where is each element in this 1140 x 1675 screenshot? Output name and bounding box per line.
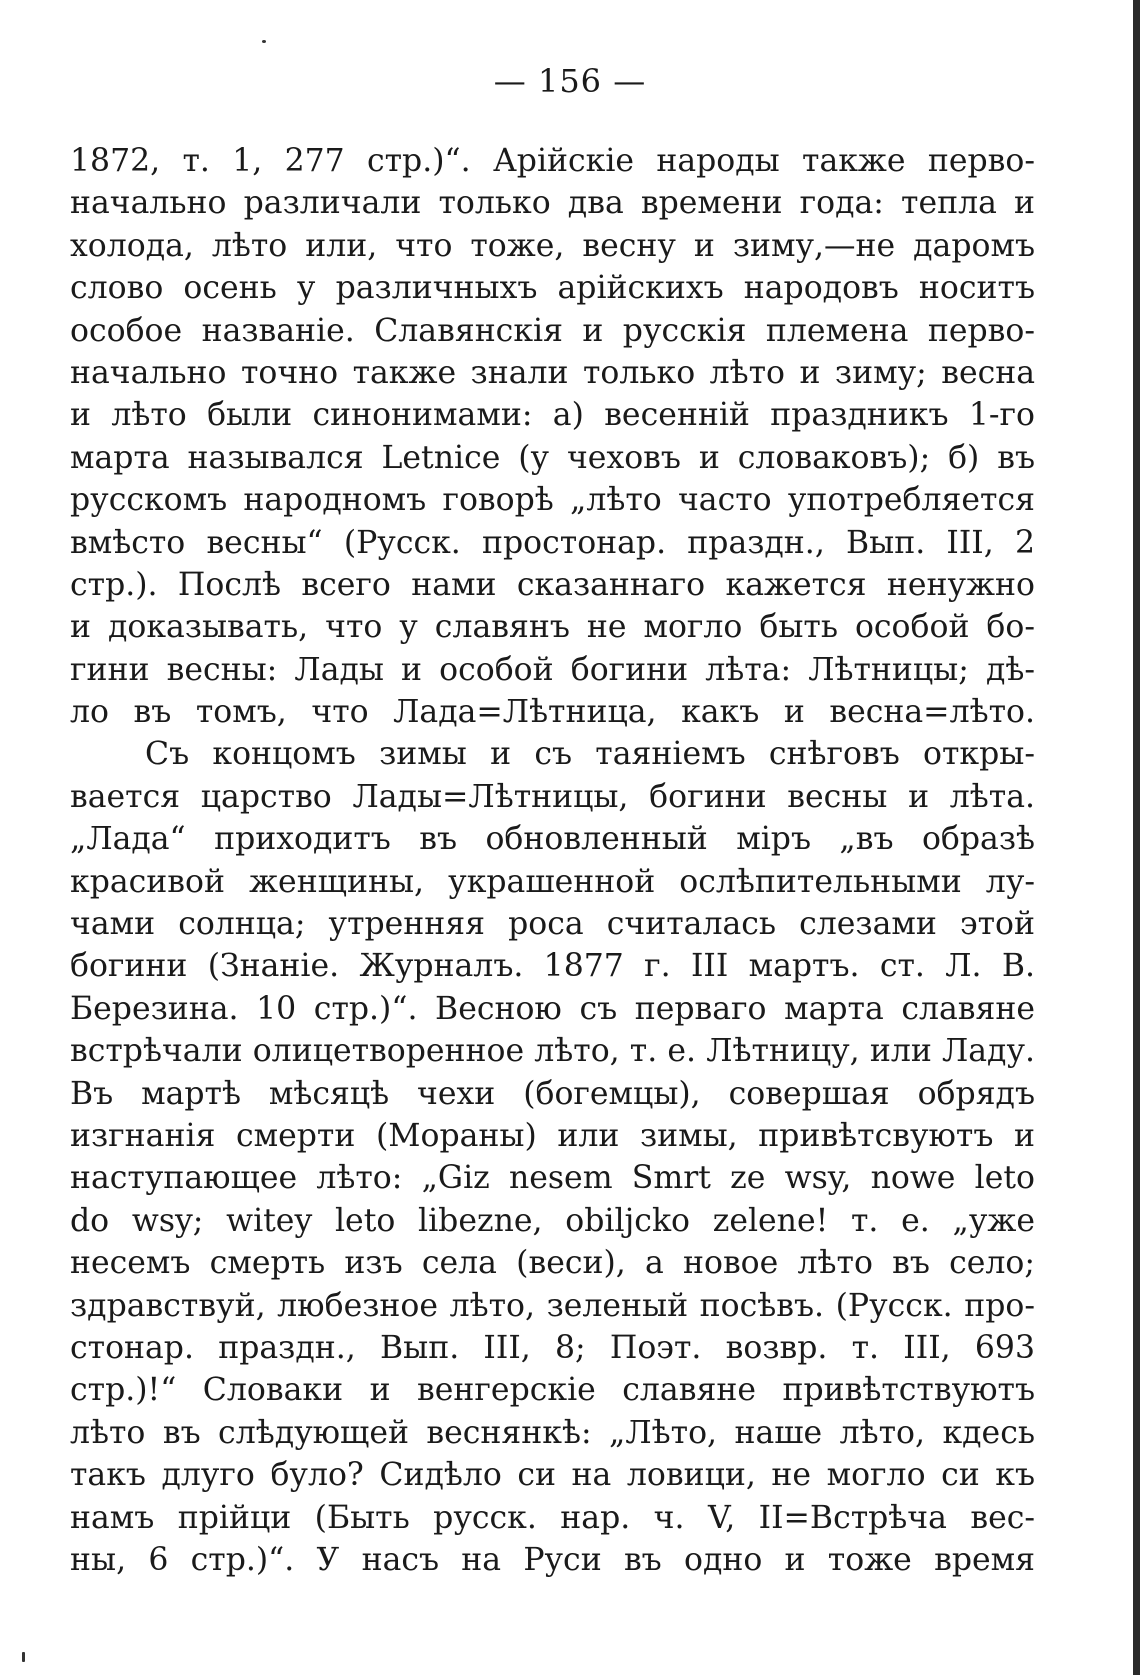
text-line: ны, 6 стр.)“. У насъ на Руси въ одно и тоже время	[70, 1541, 1035, 1578]
page-number: — 156 —	[493, 62, 647, 100]
text-line: стр.). Послѣ всего нами сказаннаго кажется ненужно	[70, 566, 1035, 603]
text-line: „Лада“ приходитъ въ обновленный міръ „въ образѣ	[70, 821, 1035, 858]
text-line: 1872, т. 1, 277 стр.)“. Арійскіе народы также перво-	[70, 143, 1035, 179]
text-line: холода, лѣто или, что тоже, весну и зиму,—не даромъ	[70, 227, 1035, 264]
text-line: начально точно также знали только лѣто и зиму; весна	[70, 354, 1035, 391]
text-line: начально различали только два времени года: тепла и	[70, 185, 1035, 222]
text-line: такъ длуго було? Сидѣло си на ловици, не могло си къ	[70, 1457, 1035, 1494]
text-line: и доказывать, что у славянъ не могло быть особой бо-	[70, 609, 1035, 646]
scan-speck	[22, 1652, 25, 1662]
text-line: стр.)!“ Словаки и венгерскіе славяне привѣтствуютъ	[70, 1372, 1035, 1409]
text-line: Березина. 10 стр.)“. Весною съ перваго марта славяне	[70, 990, 1035, 1027]
text-line: Съ концомъ зимы и съ таяніемъ снѣговъ откры-	[145, 736, 1035, 773]
text-line: слово осень у различныхъ арійскихъ народовъ носитъ	[70, 270, 1035, 307]
text-line: изгнанія смерти (Мораны) или зимы, привѣтсвуютъ и	[70, 1117, 1035, 1154]
scan-speck	[262, 40, 266, 43]
text-line: намъ прійци (Быть русск. нар. ч. V, II=Встрѣча вес-	[70, 1499, 1035, 1536]
text-line: особое названіе. Славянскія и русскія племена перво-	[70, 312, 1035, 349]
text-line: и лѣто были синонимами: а) весенній праздникъ 1-го	[70, 397, 1035, 434]
paragraph-2	[70, 733, 1035, 1581]
text-line: ло въ томъ, что Лада=Лѣтница, какъ и весна=лѣто.	[70, 694, 1035, 731]
text-line: марта назывался Letnice (у чеховъ и словаковъ); б) въ	[70, 439, 1035, 476]
text-line: Въ мартѣ мѣсяцѣ чехи (богемцы), совершая обрядъ	[70, 1075, 1035, 1112]
text-line: богини (Знаніе. Журналъ. 1877 г. III мартъ. ст. Л. В.	[70, 948, 1035, 985]
text-line: стонар. праздн., Вып. III, 8; Поэт. возвр. т. III, 693	[70, 1329, 1035, 1366]
text-line: красивой женщины, украшенной ослѣпительными лу-	[70, 863, 1035, 900]
text-line: лѣто въ слѣдующей веснянкѣ: „Лѣто, наше лѣто, кдесь	[70, 1414, 1035, 1451]
text-line: do wsy; witey leto libezne, obiljcko zelene! т. е. „уже	[70, 1202, 1035, 1239]
text-line: встрѣчали олицетворенное лѣто, т. е. Лѣтницу, или Ладу.	[70, 1033, 1035, 1070]
text-line: русскомъ народномъ говорѣ „лѣто часто употребляется	[70, 482, 1035, 519]
text-line: вается царство Лады=Лѣтницы, богини весны и лѣта.	[70, 778, 1035, 815]
body-text	[70, 140, 1035, 1581]
text-line: наступающее лѣто: „Giz nesem Smrt ze wsy, nowe leto	[70, 1160, 1035, 1197]
text-line: несемъ смерть изъ села (веси), а новое лѣто въ село;	[70, 1245, 1035, 1282]
text-line: гини весны: Лады и особой богини лѣта: Лѣтницы; дѣ-	[70, 651, 1035, 688]
text-line: вмѣсто весны“ (Русск. простонар. праздн., Вып. III, 2	[70, 524, 1035, 561]
text-line: здравствуй, любезное лѣто, зеленый посѣвъ. (Русск. про-	[70, 1287, 1035, 1324]
paragraph-1	[70, 140, 1035, 733]
scan-right-edge	[1133, 0, 1140, 1675]
text-line: чами солнца; утренняя роса считалась слезами этой	[70, 906, 1035, 943]
